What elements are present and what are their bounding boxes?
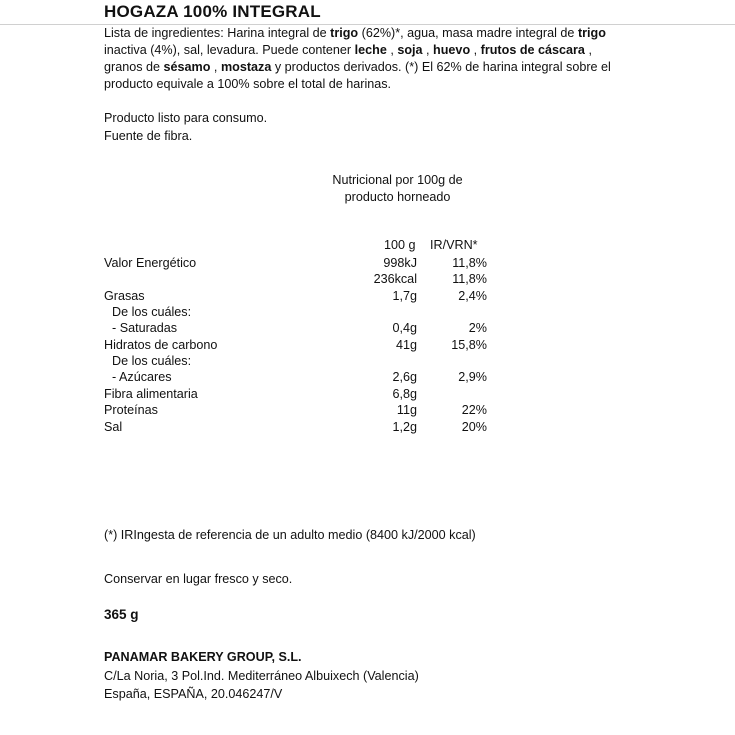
nutrition-row [0, 271, 735, 287]
company-country-line: España, ESPAÑA, 20.046247/V [104, 687, 283, 701]
allergen-text: trigo [577, 26, 606, 40]
storage-instructions: Conservar en lugar fresco y seco. [104, 572, 293, 586]
nutrient-ir-percent: 22% [461, 403, 487, 417]
nutrient-label: Proteínas [104, 403, 158, 417]
nutrient-ir-percent: 2,9% [458, 370, 487, 384]
nutrition-row [0, 288, 735, 304]
nutrient-value-100g: 41g [395, 338, 417, 352]
allergen-text: sésamo [163, 60, 211, 74]
nutrition-row [0, 386, 735, 402]
ingredients-segment: inactiva (4%), sal, levadura. Puede contener [104, 43, 355, 57]
nutrition-header [300, 172, 495, 206]
ingredients-segment: , [386, 43, 398, 57]
nutrient-label: De los cuáles: [112, 305, 192, 319]
nutrition-row [0, 402, 735, 418]
nutrient-value-100g: 0,4g [392, 321, 417, 335]
nutrient-ir-percent: 15,8% [451, 338, 487, 352]
nutrient-label: Fibra alimentaria [104, 387, 198, 401]
nutrient-ir-percent: 2% [468, 321, 487, 335]
product-title: HOGAZA 100% INTEGRAL [104, 2, 321, 21]
nutrition-header-line1: Nutricional por 100g de [332, 173, 463, 187]
nutrient-label: Hidratos de carbono [104, 338, 218, 352]
nutrient-label: Grasas [104, 289, 145, 303]
nutrient-ir-percent: 2,4% [458, 289, 487, 303]
company-address: C/La Noria, 3 Pol.Ind. Mediterráneo Albuixech (Valencia) [104, 669, 419, 683]
nutrition-row [0, 320, 735, 336]
nutrient-label: De los cuáles: [112, 354, 192, 368]
nutrient-value-100g: 236kcal [373, 272, 417, 286]
allergen-text: mostaza [220, 60, 272, 74]
nutrition-row [0, 304, 735, 320]
ingredients-segment: y productos derivados. (*) El 62% de harina integral sobre el producto equivale a 100% sobre el total de harinas. [104, 60, 611, 91]
nutrition-row [0, 369, 735, 385]
ingredients-segment: Lista de ingredientes: Harina integral de [104, 26, 331, 40]
nutrient-value-100g: 1,7g [392, 289, 417, 303]
nutrition-header-line2: producto horneado [344, 190, 451, 204]
nutrient-value-100g: 6,8g [392, 387, 417, 401]
ir-footnote: (*) IRIngesta de referencia de un adulto medio (8400 kJ/2000 kcal) [104, 528, 476, 542]
allergen-text: huevo [433, 43, 471, 57]
nutrient-label: - Azúcares [112, 370, 172, 384]
net-weight: 365 g [104, 607, 139, 622]
nutrient-ir-percent: 11,8% [452, 256, 487, 270]
nutrition-row [0, 255, 735, 271]
nutrition-row [0, 353, 735, 369]
nutrient-label: - Saturadas [112, 321, 178, 335]
nutrient-ir-percent: 11,8% [452, 272, 487, 286]
nutrient-label: Valor Energético [104, 256, 197, 270]
column-header-100g: 100 g [384, 238, 416, 252]
nutrient-value-100g: 1,2g [392, 420, 417, 434]
ingredients-segment: , [422, 43, 434, 57]
company-name: PANAMAR BAKERY GROUP, S.L. [104, 650, 302, 664]
nutrient-label: Sal [104, 420, 123, 434]
ready-to-eat-text: Producto listo para consumo. [104, 111, 268, 125]
ingredients-segment: (62%)*, agua, masa madre integral de [358, 26, 578, 40]
allergen-text: leche [354, 43, 387, 57]
nutrition-row [0, 419, 735, 435]
allergen-text: frutos de cáscara [480, 43, 585, 57]
ingredients-segment: , [470, 43, 481, 57]
ingredients-text [104, 25, 624, 93]
column-header-ir: IR/VRN* [430, 238, 478, 252]
nutrient-value-100g: 2,6g [392, 370, 417, 384]
nutrient-ir-percent: 20% [461, 420, 487, 434]
ingredients-segment: , [210, 60, 221, 74]
fiber-source-text: Fuente de fibra. [104, 129, 193, 143]
nutrient-value-100g: 11g [396, 403, 417, 417]
allergen-text: trigo [330, 26, 359, 40]
allergen-text: soja [397, 43, 423, 57]
nutrition-row [0, 337, 735, 353]
nutrient-value-100g: 998kJ [383, 256, 417, 270]
ingredients-segment: , granos de [104, 43, 592, 74]
